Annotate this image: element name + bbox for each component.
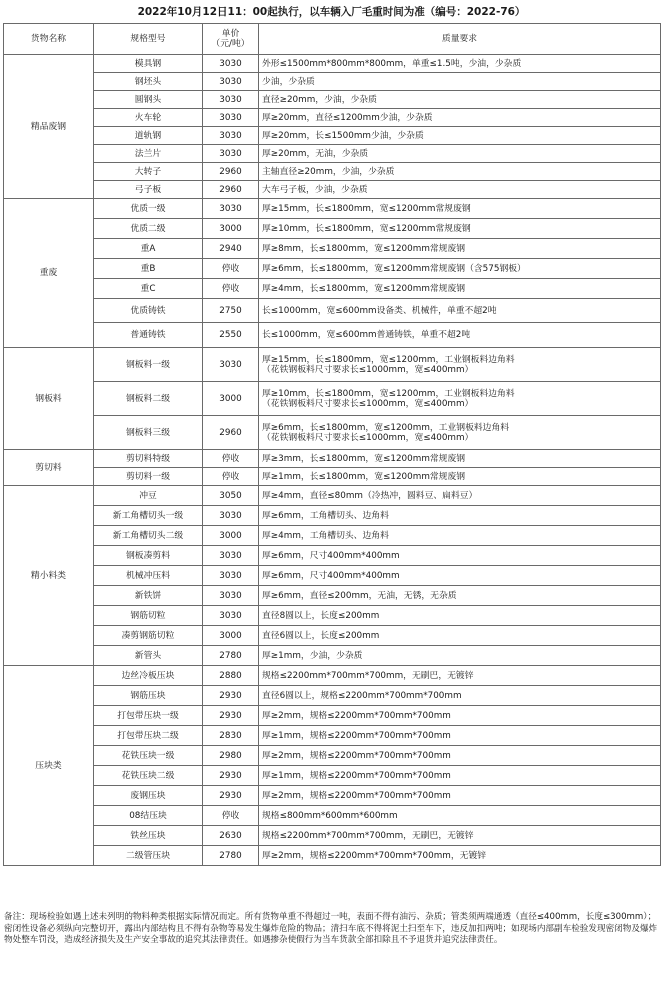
table-row [4, 766, 661, 786]
quality-cell: 厚≥20mm，长≤1500mm少油，少杂质 [259, 127, 661, 145]
quality-cell: 厚≥10mm，长≤1800mm，宽≤1200mm，工业钢板料边角料 （花铁钢板料尺寸要求长≤1000mm，宽≤400mm） [259, 382, 661, 416]
spec-cell: 机械冲压料 [94, 566, 203, 586]
price-cell: 3030 [203, 55, 259, 73]
quality-cell: 厚≥2mm，规格≤2200mm*700mm*700mm [259, 746, 661, 766]
price-cell: 停收 [203, 450, 259, 468]
header-category: 货物名称 [4, 24, 94, 55]
table-row [4, 526, 661, 546]
price-cell: 停收 [203, 468, 259, 486]
price-cell: 3030 [203, 606, 259, 626]
quality-cell: 厚≥4mm，长≤1800mm，宽≤1200mm常规废钢 [259, 279, 661, 299]
spec-cell: 新工角槽切头二级 [94, 526, 203, 546]
quality-cell: 直径≥20mm，少油，少杂质 [259, 91, 661, 109]
spec-cell: 打包带压块一级 [94, 706, 203, 726]
header-quality: 质量要求 [259, 24, 661, 55]
table-row [4, 348, 661, 382]
spec-cell: 凑剪钢筋切粒 [94, 626, 203, 646]
category-cell: 重废 [4, 199, 94, 348]
quality-cell: 长≤1000mm，宽≤600mm设备类、机械件，单重不超2吨 [259, 299, 661, 323]
table-row [4, 806, 661, 826]
price-cell: 3000 [203, 626, 259, 646]
quality-cell: 厚≥6mm，尺寸400mm*400mm [259, 546, 661, 566]
quality-cell: 厚≥1mm，少油，少杂质 [259, 646, 661, 666]
quality-cell: 规格≤800mm*600mm*600mm [259, 806, 661, 826]
quality-cell: 长≤1000mm，宽≤600mm普通铸铁，单重不超2吨 [259, 323, 661, 348]
spec-cell: 花铁压块一级 [94, 746, 203, 766]
price-cell: 停收 [203, 806, 259, 826]
table-row [4, 786, 661, 806]
quality-cell: 厚≥6mm，工角槽切头、边角料 [259, 506, 661, 526]
quality-cell: 厚≥6mm，长≤1800mm，宽≤1200mm常规废钢（含575钢板） [259, 259, 661, 279]
spec-cell: 钢板料三级 [94, 416, 203, 450]
table-row [4, 606, 661, 626]
table-row [4, 145, 661, 163]
price-cell: 2980 [203, 746, 259, 766]
table-row [4, 163, 661, 181]
quality-cell: 主轴直径≥20mm，少油，少杂质 [259, 163, 661, 181]
spec-cell: 边丝冷板压块 [94, 666, 203, 686]
price-cell: 3000 [203, 382, 259, 416]
table-row [4, 239, 661, 259]
quality-cell: 直径6圆以上，规格≤2200mm*700mm*700mm [259, 686, 661, 706]
table-row [4, 127, 661, 145]
table-row [4, 826, 661, 846]
spec-cell: 优质一级 [94, 199, 203, 219]
table-row [4, 323, 661, 348]
spec-cell: 08结压块 [94, 806, 203, 826]
price-table-body [4, 55, 661, 866]
table-row [4, 686, 661, 706]
table-row [4, 846, 661, 866]
table-row [4, 706, 661, 726]
price-cell: 3030 [203, 127, 259, 145]
table-row [4, 468, 661, 486]
price-cell: 2780 [203, 646, 259, 666]
price-cell: 3030 [203, 73, 259, 91]
spec-cell: 重B [94, 259, 203, 279]
spec-cell: 钢筋切粒 [94, 606, 203, 626]
spec-cell: 钢筋压块 [94, 686, 203, 706]
spec-cell: 钢板料二级 [94, 382, 203, 416]
spec-cell: 道轨钢 [94, 127, 203, 145]
price-cell: 2930 [203, 786, 259, 806]
quality-cell: 厚≥15mm，长≤1800mm，宽≤1200mm常规废钢 [259, 199, 661, 219]
spec-cell: 优质二级 [94, 219, 203, 239]
price-cell: 2880 [203, 666, 259, 686]
header-spec: 规格型号 [94, 24, 203, 55]
spec-cell: 铁丝压块 [94, 826, 203, 846]
spec-cell: 废钢压块 [94, 786, 203, 806]
price-cell: 2960 [203, 416, 259, 450]
header-price: 单价 （元/吨） [203, 24, 259, 55]
spec-cell: 剪切料一级 [94, 468, 203, 486]
price-cell: 2780 [203, 846, 259, 866]
quality-cell: 直径6圆以上，长度≤200mm [259, 626, 661, 646]
price-cell: 2960 [203, 163, 259, 181]
quality-cell: 规格≤2200mm*700mm*700mm，无刷巴，无镀锌 [259, 666, 661, 686]
price-cell: 3030 [203, 566, 259, 586]
category-cell: 钢板料 [4, 348, 94, 450]
quality-cell: 厚≥8mm，长≤1800mm，宽≤1200mm常规废钢 [259, 239, 661, 259]
header-row [4, 24, 661, 55]
spec-cell: 圆钢头 [94, 91, 203, 109]
quality-cell: 厚≥20mm，直径≤1200mm少油，少杂质 [259, 109, 661, 127]
table-row [4, 416, 661, 450]
table-row [4, 626, 661, 646]
spec-cell: 新工角槽切头一级 [94, 506, 203, 526]
quality-cell: 厚≥1mm，长≤1800mm，宽≤1200mm常规废钢 [259, 468, 661, 486]
table-row [4, 646, 661, 666]
price-cell: 3030 [203, 348, 259, 382]
spec-cell: 钢板凑剪料 [94, 546, 203, 566]
quality-cell: 厚≥2mm，规格≤2200mm*700mm*700mm [259, 706, 661, 726]
table-row [4, 666, 661, 686]
quality-cell: 厚≥4mm，工角槽切头、边角料 [259, 526, 661, 546]
spec-cell: 钢坯头 [94, 73, 203, 91]
table-row [4, 259, 661, 279]
spec-cell: 二级管压块 [94, 846, 203, 866]
quality-cell: 厚≥6mm，长≤1800mm，宽≤1200mm，工业钢板料边角料 （花铁钢板料尺寸要求长≤1000mm，宽≤400mm） [259, 416, 661, 450]
category-cell: 精品废钢 [4, 55, 94, 199]
quality-cell: 厚≥2mm，规格≤2200mm*700mm*700mm，无镀锌 [259, 846, 661, 866]
spec-cell: 新铁饼 [94, 586, 203, 606]
price-cell: 3000 [203, 219, 259, 239]
spec-cell: 法兰片 [94, 145, 203, 163]
table-row [4, 181, 661, 199]
table-row [4, 486, 661, 506]
price-cell: 2930 [203, 766, 259, 786]
price-cell: 3050 [203, 486, 259, 506]
price-cell: 停收 [203, 259, 259, 279]
price-cell: 2830 [203, 726, 259, 746]
table-row [4, 219, 661, 239]
table-row [4, 450, 661, 468]
spec-cell: 弓子板 [94, 181, 203, 199]
price-cell: 2960 [203, 181, 259, 199]
remarks-note: 备注：现场检验如遇上述未列明的物料种类根据实际情况而定。所有货物单重不得超过一吨，表面不得有油污、杂质；管类须两端通透（直径≤400mm，长度≤300mm）；密闭性设备必须纵向完整切开，露出内部结构且不得有杂物等易发生爆炸危险的物品；清扫车底不得将泥土扫至车下，违反加扣两吨；如现场内部副车检验发现密闭物及爆炸物处整车罚没，造成经济损失及生产安全事故的追究其法律责任。如遇掺杂使假行为当车货款全部扣除且不予退货并追究法律责任。 [4, 912, 658, 945]
table-row [4, 91, 661, 109]
price-cell: 2930 [203, 706, 259, 726]
table-row [4, 279, 661, 299]
spec-cell: 打包带压块二级 [94, 726, 203, 746]
document-title: 2022年10月12日11：00起执行，以车辆入厂毛重时间为准（编号：2022-76） [137, 6, 526, 18]
price-cell: 3030 [203, 109, 259, 127]
table-row [4, 199, 661, 219]
quality-cell: 直径8圆以上，长度≤200mm [259, 606, 661, 626]
category-cell: 精小料类 [4, 486, 94, 666]
price-cell: 3030 [203, 586, 259, 606]
price-cell: 3030 [203, 91, 259, 109]
table-row [4, 566, 661, 586]
price-cell: 3030 [203, 546, 259, 566]
table-row [4, 506, 661, 526]
price-cell: 3030 [203, 506, 259, 526]
table-row [4, 382, 661, 416]
price-table [3, 23, 661, 866]
quality-cell: 规格≤2200mm*700mm*700mm，无刷巴，无镀锌 [259, 826, 661, 846]
price-cell: 3030 [203, 199, 259, 219]
table-row [4, 55, 661, 73]
category-cell: 剪切料 [4, 450, 94, 486]
price-cell: 2630 [203, 826, 259, 846]
table-row [4, 546, 661, 566]
category-cell: 压块类 [4, 666, 94, 866]
quality-cell: 大车弓子板，少油，少杂质 [259, 181, 661, 199]
price-cell: 停收 [203, 279, 259, 299]
spec-cell: 剪切料特级 [94, 450, 203, 468]
quality-cell: 厚≥1mm，规格≤2200mm*700mm*700mm [259, 766, 661, 786]
quality-cell: 厚≥6mm，直径≤200mm，无油，无锈，无杂质 [259, 586, 661, 606]
spec-cell: 优质铸铁 [94, 299, 203, 323]
spec-cell: 普通铸铁 [94, 323, 203, 348]
quality-cell: 少油，少杂质 [259, 73, 661, 91]
spec-cell: 大转子 [94, 163, 203, 181]
spec-cell: 火车轮 [94, 109, 203, 127]
quality-cell: 厚≥3mm，长≤1800mm，宽≤1200mm常规废钢 [259, 450, 661, 468]
table-row [4, 73, 661, 91]
table-row [4, 726, 661, 746]
quality-cell: 厚≥20mm，无油，少杂质 [259, 145, 661, 163]
quality-cell: 厚≥2mm，规格≤2200mm*700mm*700mm [259, 786, 661, 806]
table-row [4, 299, 661, 323]
table-row [4, 109, 661, 127]
price-cell: 2930 [203, 686, 259, 706]
quality-cell: 厚≥15mm，长≤1800mm，宽≤1200mm，工业钢板料边角料 （花铁钢板料尺寸要求长≤1000mm，宽≤400mm） [259, 348, 661, 382]
quality-cell: 厚≥1mm，规格≤2200mm*700mm*700mm [259, 726, 661, 746]
price-cell: 2940 [203, 239, 259, 259]
spec-cell: 钢板料一级 [94, 348, 203, 382]
spec-cell: 花铁压块二级 [94, 766, 203, 786]
quality-cell: 厚≥10mm，长≤1800mm，宽≤1200mm常规废钢 [259, 219, 661, 239]
price-cell: 3030 [203, 145, 259, 163]
spec-cell: 新管头 [94, 646, 203, 666]
price-cell: 2550 [203, 323, 259, 348]
spec-cell: 重C [94, 279, 203, 299]
table-row [4, 746, 661, 766]
price-cell: 3000 [203, 526, 259, 546]
quality-cell: 外形≤1500mm*800mm*800mm，单重≤1.5吨，少油，少杂质 [259, 55, 661, 73]
table-row [4, 586, 661, 606]
quality-cell: 厚≥4mm，直径≤80mm（冷热冲，圆料豆、扁料豆） [259, 486, 661, 506]
quality-cell: 厚≥6mm，尺寸400mm*400mm [259, 566, 661, 586]
spec-cell: 冲豆 [94, 486, 203, 506]
spec-cell: 重A [94, 239, 203, 259]
spec-cell: 模具钢 [94, 55, 203, 73]
price-cell: 2750 [203, 299, 259, 323]
